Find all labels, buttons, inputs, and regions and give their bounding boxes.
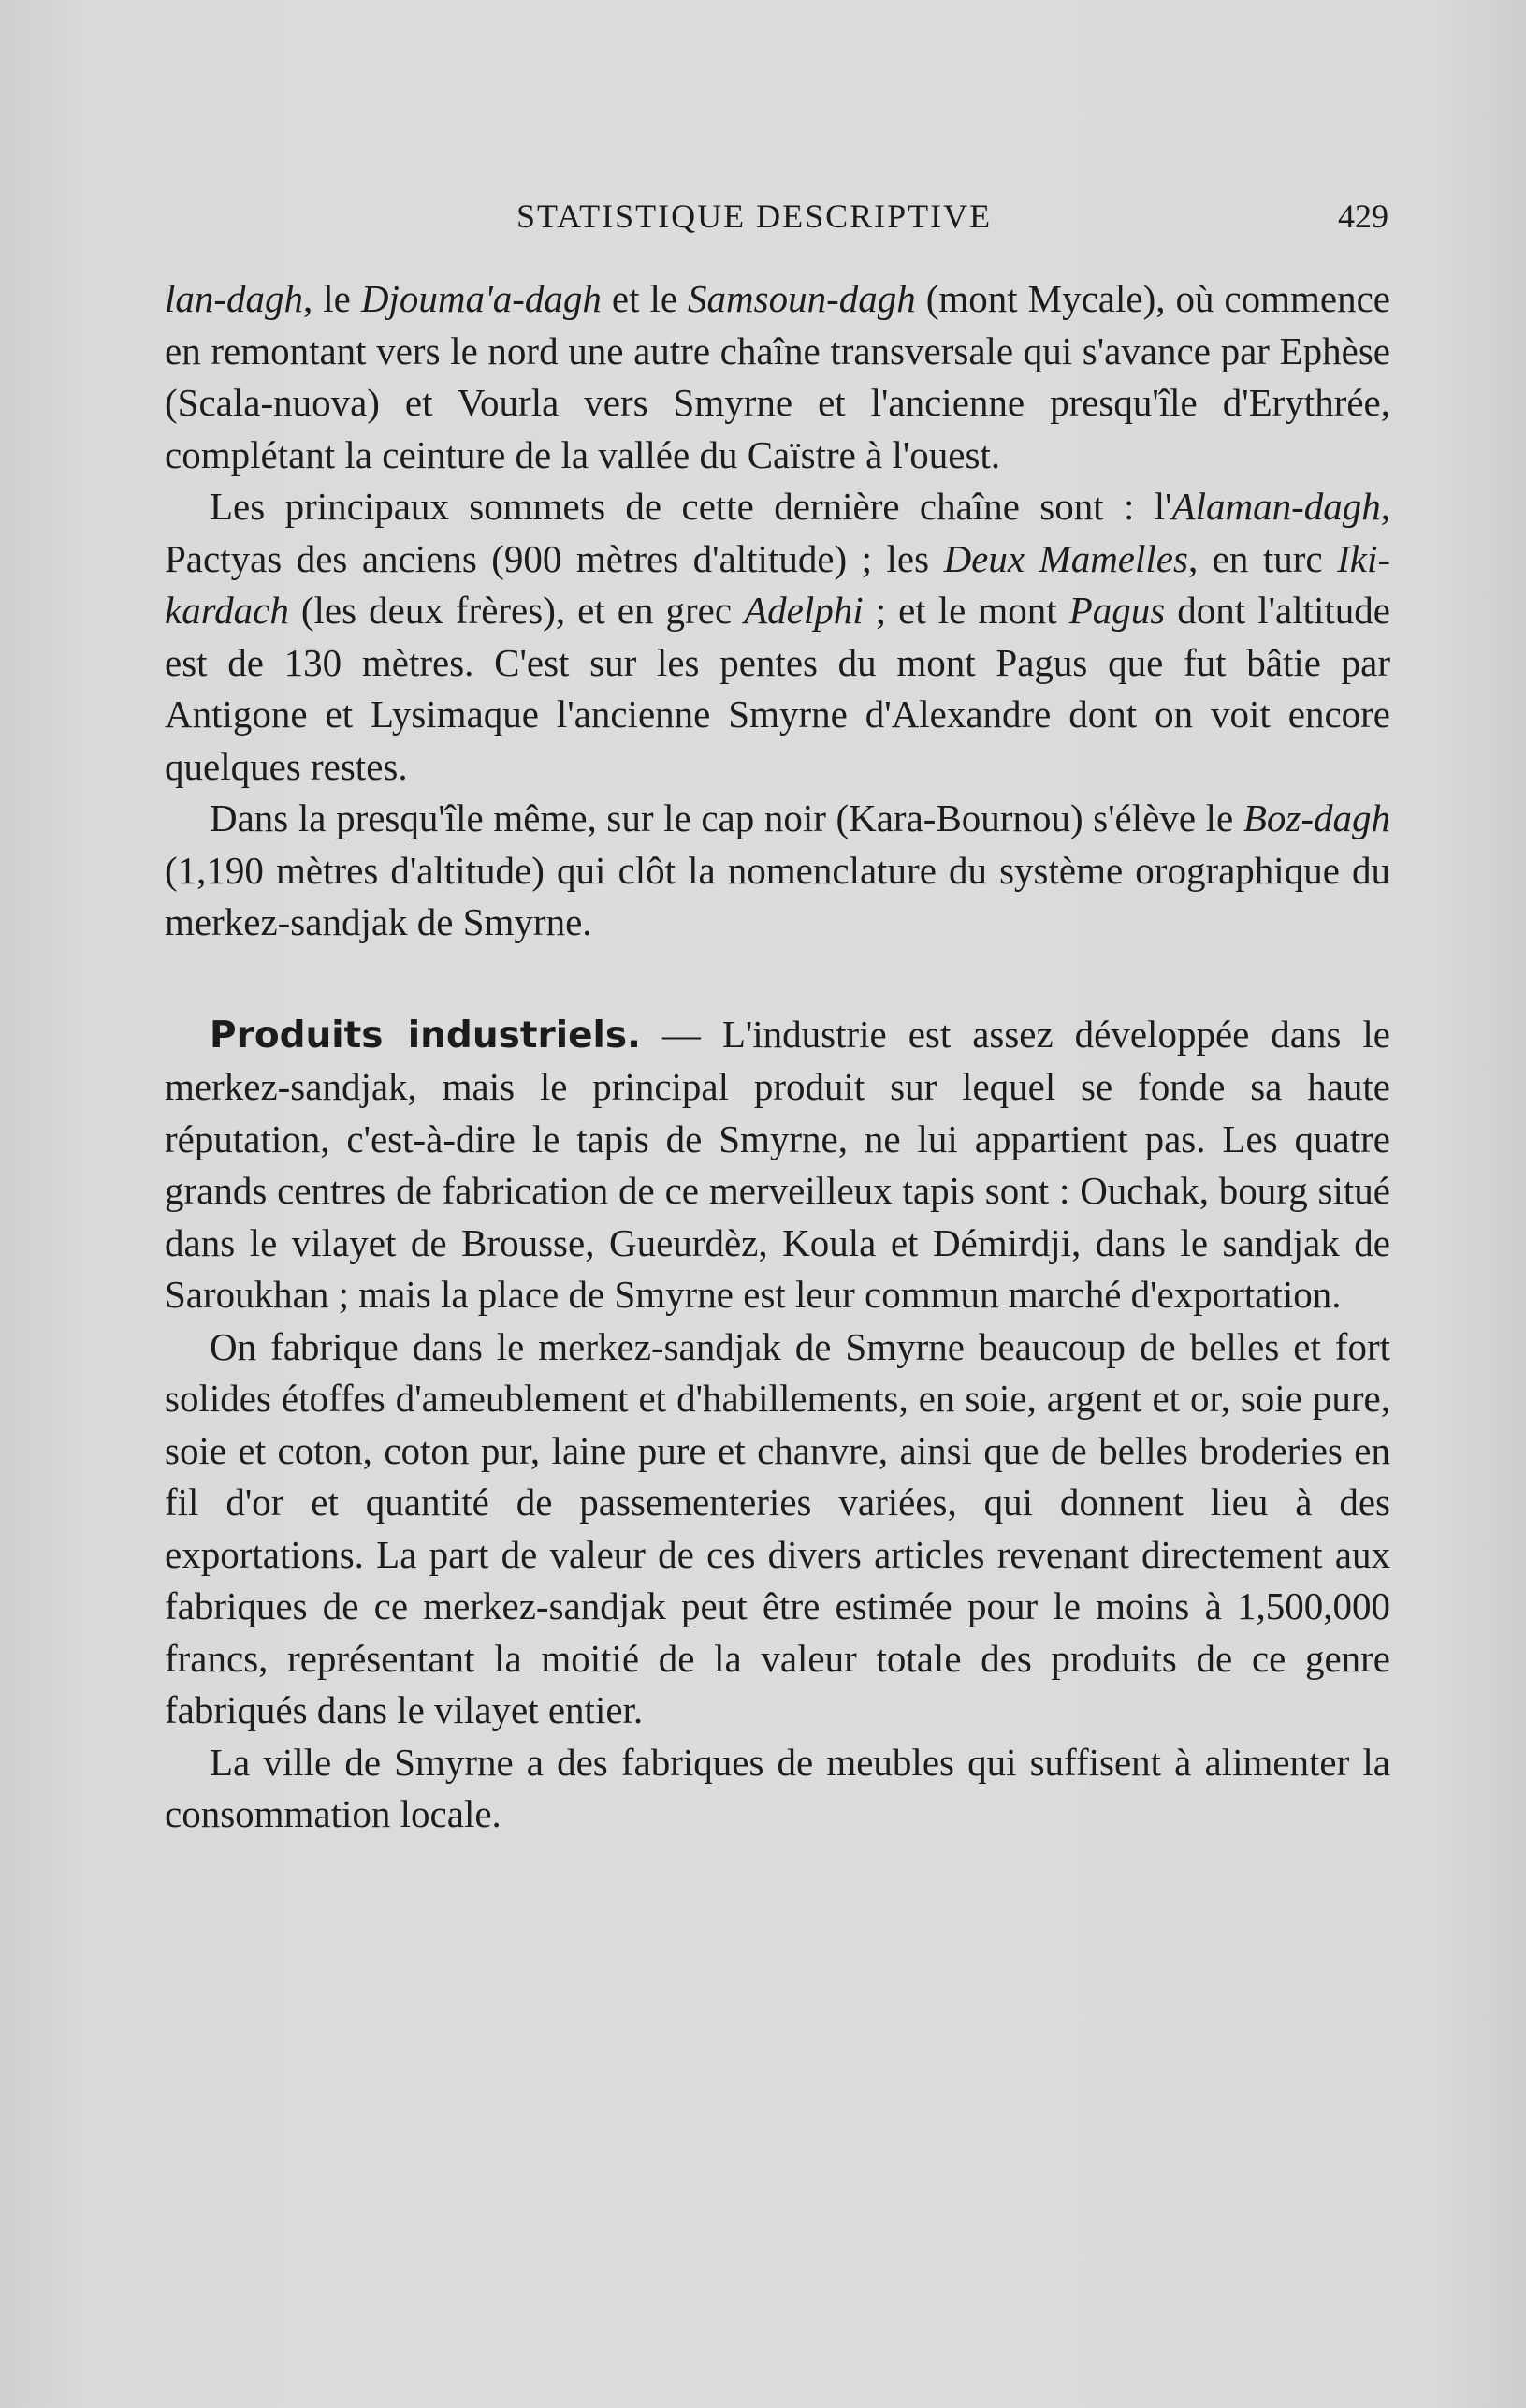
italic-name: Adelphi <box>744 589 864 632</box>
text-run: , le <box>303 277 361 320</box>
text-run: , Pactyas des anciens (900 mètres d'altitude) ; les <box>165 485 1390 580</box>
text-run: Dans la presqu'île même, sur le cap noir (Kara-Bournou) s'élève le <box>210 796 1243 839</box>
running-title: STATISTIQUE DESCRIPTIVE <box>516 197 993 235</box>
text-run: Les principaux sommets de cette dernière chaîne sont : l' <box>210 485 1172 528</box>
paragraph-sommets <box>165 481 1390 793</box>
italic-name: Pagus <box>1068 589 1166 632</box>
paragraph-meubles <box>165 1737 1390 1841</box>
section-heading: Produits industriels. <box>210 1014 641 1057</box>
text-run: La ville de Smyrne a des fabriques de meubles qui suffisent à alimenter la consommation locale. <box>165 1740 1390 1835</box>
text-run: et le <box>601 277 689 320</box>
paragraph-fabrication <box>165 1321 1390 1737</box>
text-run: On fabrique dans le merkez-sandjak de Smyrne beaucoup de belles et fort solides étoffes d'ameublement et d'habillements, en soie, argent et or, soie pure, soie et coton, coton pur, laine pure et chanvre, ainsi que de belles broderies en fil d'or et quantité de passementeries variées, qui donnent lieu à des exportations. La part de valeur de ces divers articles revenant directement aux fabriques de ce merkez-sandjak peut être estimée pour le moins à 1,500,000 francs, représentant la moitié de la valeur totale des produits de ce genre fabriqués dans le vilayet entier. <box>165 1324 1390 1731</box>
paragraph-presquile <box>165 793 1390 949</box>
italic-name: Djouma'a-dagh <box>360 277 602 320</box>
italic-name: Samsoun-dagh <box>688 277 916 320</box>
paragraph-continued <box>165 273 1390 481</box>
italic-name: Boz-dagh <box>1243 796 1390 839</box>
running-head <box>167 197 1388 249</box>
text-run: (les deux frères), et en grec <box>288 589 745 632</box>
italic-name: Deux Mamelles <box>943 536 1188 580</box>
italic-name: Iki-kardach <box>165 536 1390 632</box>
body-text <box>165 273 1390 1841</box>
italic-name: lan-dagh <box>165 277 304 320</box>
text-run: ; et le mont <box>863 589 1069 632</box>
text-run: , en turc <box>1187 536 1338 580</box>
paragraph-produits <box>165 1009 1390 1321</box>
text-run: (1,190 mètres d'altitude) qui clôt la nomenclature du système orographique du merkez-sandjak de Smyrne. <box>165 848 1390 943</box>
page-number: 429 <box>1338 197 1388 235</box>
section-gap <box>165 949 1390 1009</box>
italic-name: Alaman-dagh <box>1171 485 1381 528</box>
text-run: — L'industrie est assez développée dans le merkez-sandjak, mais le principal produit sur lequel se fonde sa haute réputation, c'est-à-dire le tapis de Smyrne, ne lui appartient pas. Les quatre grands centres de fabrication de ce merveilleux tapis sont : Ouchak, bourg situé dans le vilayet de Brousse, Gueurdèz, Koula et Démirdji, dans le sandjak de Saroukhan ; mais la place de Smyrne est leur commun marché d'exportation. <box>165 1012 1390 1316</box>
text-run: dont l'altitude est de 130 mètres. C'est sur les pentes du mont Pagus que fut bâtie par Antigone et Lysimaque l'ancienne Smyrne d'Alexandre dont on voit encore quelques restes. <box>165 589 1390 788</box>
text-run: (mont Mycale), où commence en remontant vers le nord une autre chaîne transversale qui s'avance par Ephèse (Scala-nuova) et Vourla vers Smyrne et l'ancienne presqu'île d'Erythrée, complétant la ceinture de la vallée du Caïstre à l'ouest. <box>165 277 1391 476</box>
